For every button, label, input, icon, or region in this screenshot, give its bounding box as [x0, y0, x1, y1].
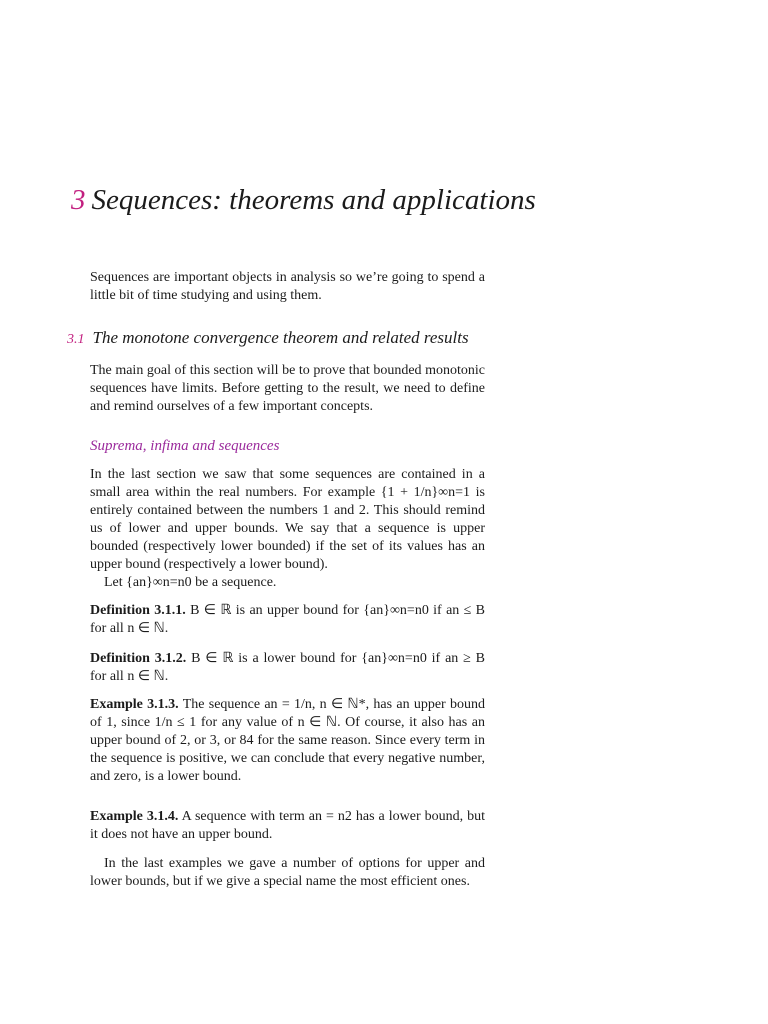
para1-text: In the last section we saw that some sequences are contained in a small area within the real numbers. For example {1 + 1/n}∞n=1 is entirely contained between the numbers 1 and 2. This should remind us of lower and upper bounds. We say that a sequence is upper bounded (respectively lower bounded) if the set of its values has an upper bound (respectively a lower bound).: [90, 467, 485, 572]
chapter-title: Sequences: theorems and applications: [91, 184, 536, 216]
example-n-squared: [90, 808, 485, 844]
section-heading: [67, 327, 469, 351]
section-number: 3.1: [67, 332, 85, 347]
def2-text: B ∈ ℝ is a lower bound for {an}∞n=n0 if an ≥ B for all n ∈ ℕ.: [90, 651, 486, 684]
section-intro: The main goal of this section will be to prove that bounded monotonic sequences have limits. Before getting to the result, we need to define and remind ourselves of a few important concepts.: [90, 363, 485, 414]
chapter-intro: Sequences are important objects in analysis so we’re going to spend a little bit of time studying and using them.: [90, 270, 485, 303]
def1-label: Definition 3.1.1.: [90, 603, 186, 618]
def2-label: Definition 3.1.2.: [90, 651, 187, 666]
ex3-text: The sequence an = 1/n, n ∈ ℕ*, has an upper bound of 1, since 1/n ≤ 1 for any value of n ∈ ℕ. Of course, it also has an upper bound of 2, or 3, or 84 for the same reason. Since every term in the sequence is positive, we can conclude that every negative number, and zero, is a lower bound.: [90, 697, 485, 784]
para2-text: Let {an}∞n=n0 be a sequence.: [104, 575, 277, 590]
closing-paragraph: In the last examples we gave a number of options for upper and lower bounds, but if we give a special name the most efficient ones.: [90, 856, 485, 889]
ex4-text: A sequence with term an = n2 has a lower bound, but it does not have an upper bound.: [90, 809, 486, 842]
chapter-heading: [71, 182, 536, 218]
ex3-label: Example 3.1.3.: [90, 697, 179, 712]
subsection-title: Suprema, infima and sequences: [90, 438, 280, 454]
definition-lower-bound: [90, 650, 485, 686]
definition-upper-bound: [90, 602, 485, 638]
subsection-paragraph: [90, 466, 485, 592]
ex4-label: Example 3.1.4.: [90, 809, 179, 824]
chapter-number: 3: [71, 184, 86, 216]
def1-text: B ∈ ℝ is an upper bound for {an}∞n=n0 if an ≤ B for all n ∈ ℕ.: [90, 603, 486, 636]
example-upper-bound: [90, 696, 485, 786]
section-title: The monotone convergence theorem and related results: [92, 328, 469, 347]
